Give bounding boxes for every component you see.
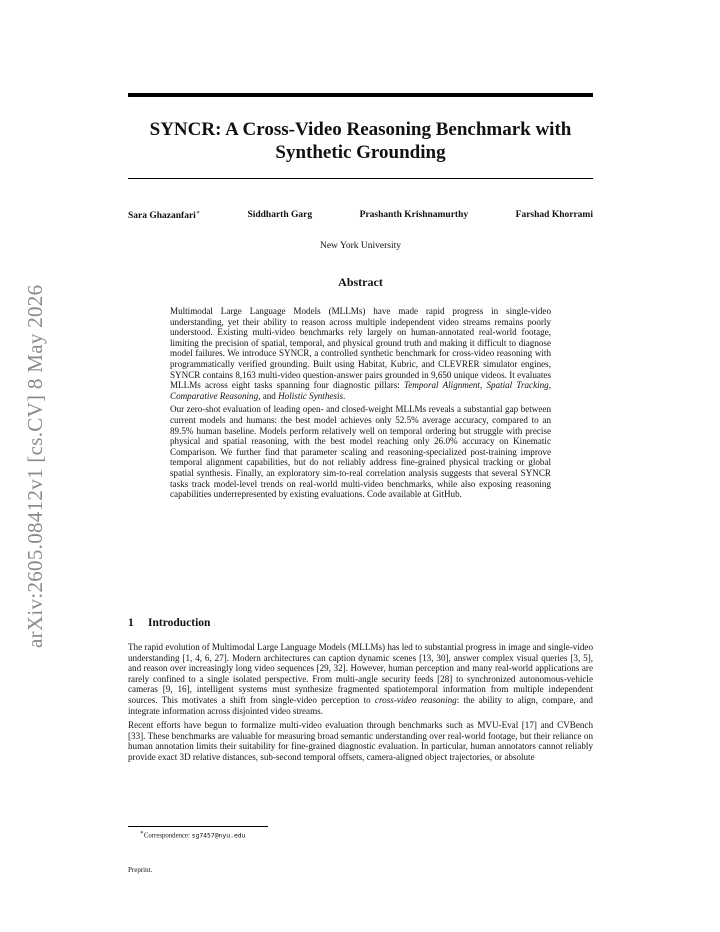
title-line-1: SYNCR: A Cross-Video Reasoning Benchmark with xyxy=(149,119,572,140)
section-title: Introduction xyxy=(148,617,211,629)
abstract-heading: Abstract xyxy=(338,275,383,289)
correspondence-email: sg7457@nyu.edu xyxy=(191,831,246,840)
title-line-2: Synthetic Grounding xyxy=(275,142,446,163)
author: Sara Ghazanfari∗ xyxy=(128,210,200,222)
footnote: ∗Correspondence: sg7457@nyu.edu xyxy=(140,830,246,840)
introduction-body xyxy=(128,642,593,767)
pillar-temporal-alignment: Temporal Alignment xyxy=(404,380,480,391)
paper-title xyxy=(128,118,593,164)
author: Prashanth Krishnamurthy xyxy=(359,210,469,221)
pillar-holistic-synthesis: Holistic Synthesis xyxy=(278,390,344,401)
arxiv-identifier: arXiv:2605.08412v1 [cs.CV] 8 May 2026 xyxy=(23,284,47,648)
title-bottom-rule xyxy=(128,178,593,179)
author: Farshad Khorrami xyxy=(515,210,593,221)
author-list xyxy=(128,209,593,221)
preprint-label: Preprint. xyxy=(128,866,153,874)
affiliation: New York University xyxy=(319,241,401,251)
abstract-paragraph: Multimodal Large Language Models (MLLMs) have made rapid progress in single-video understanding, yet their ability to reason across multiple independent video streams remains poorly understood. Existing multi-video benchmarks rely largely on human-annotated real-world footage, limiting the precision of spatial, temporal, and physical ground truth and making it difficult to diagnose model failures. We introduce SYNCR, a controlled synthetic benchmark for cross-video reasoning with programmatically verified grounding. Built using Habitat, Kubric, and CLEVRER simulator engines, SYNCR contains 8,163 multi-video question-answer pairs grounded in 9,650 unique videos. It evaluates MLLMs across eight tasks spanning four diagnostic pillars: Temporal Alignment, Spatial Tracking, Comparative Reasoning, and Holistic Synthesis. xyxy=(170,306,552,401)
abstract-paragraph: Our zero-shot evaluation of leading open- and closed-weight MLLMs reveals a substantial gap between current models and humans: the best model achieves only 52.5% average accuracy, compared to an 89.5% human baseline. Models perform relatively well on temporal ordering but struggle with precise physical and spatial reasoning, with the best model reaching only 26.0% accuracy on Kinematic Comparison. We further find that parameter scaling and reasoning-specialized post-training improve temporal alignment capabilities, but do not reliably address fine-grained physical tracking or global spatial synthesis. Finally, an exploratory sim-to-real correlation analysis suggests that several SYNCR tasks track model-level trends on real-world multi-video benchmarks, while also exposing reasoning capabilities underrepresented by existing evaluations. Code available at GitHub. xyxy=(170,404,551,500)
pillar-spatial-tracking: Spatial Tracking xyxy=(486,380,549,391)
abstract-body xyxy=(170,306,551,503)
pillar-comparative-reasoning: Comparative Reasoning xyxy=(170,390,259,401)
author-footnote-mark: ∗ xyxy=(195,210,200,216)
body-paragraph: Recent efforts have begun to formalize multi-video evaluation through benchmarks such as MVU-Eval [17] and CVBench [33]. These benchmarks are valuable for measuring broad semantic understanding over real-world footage, but their reliance on human annotation limits their suitability for fine-grained diagnostic evaluation. In particular, human annotators cannot reliably provide exact 3D relative distances, sub-second temporal offsets, camera-aligned object trajectories, or absolute xyxy=(128,720,593,762)
author: Siddharth Garg xyxy=(247,210,313,221)
footnote-rule xyxy=(128,826,268,827)
title-top-rule xyxy=(128,93,593,97)
body-paragraph: The rapid evolution of Multimodal Large Language Models (MLLMs) has led to substantial progress in image and single-video understanding [1, 4, 6, 27]. Modern architectures can caption dynamic scenes [13, 30], answer complex visual queries [3, 5], and reason over increasingly long video sequences [29, 32]. However, human perception and many real-world applications are rarely confined to a single isolated perspective. From multi-angle security feeds [28] to synchronized autonomous-vehicle cameras [9, 16], intelligent systems must synthesize fragmented spatiotemporal information from multiple independent sources. This motivates a shift from single-video perception to cross-video reasoning: the ability to align, compare, and integrate information across disjointed video streams. xyxy=(128,642,593,716)
section-heading xyxy=(128,617,210,629)
section-number: 1 xyxy=(128,617,134,629)
emphasis: cross-video reasoning xyxy=(374,694,457,705)
